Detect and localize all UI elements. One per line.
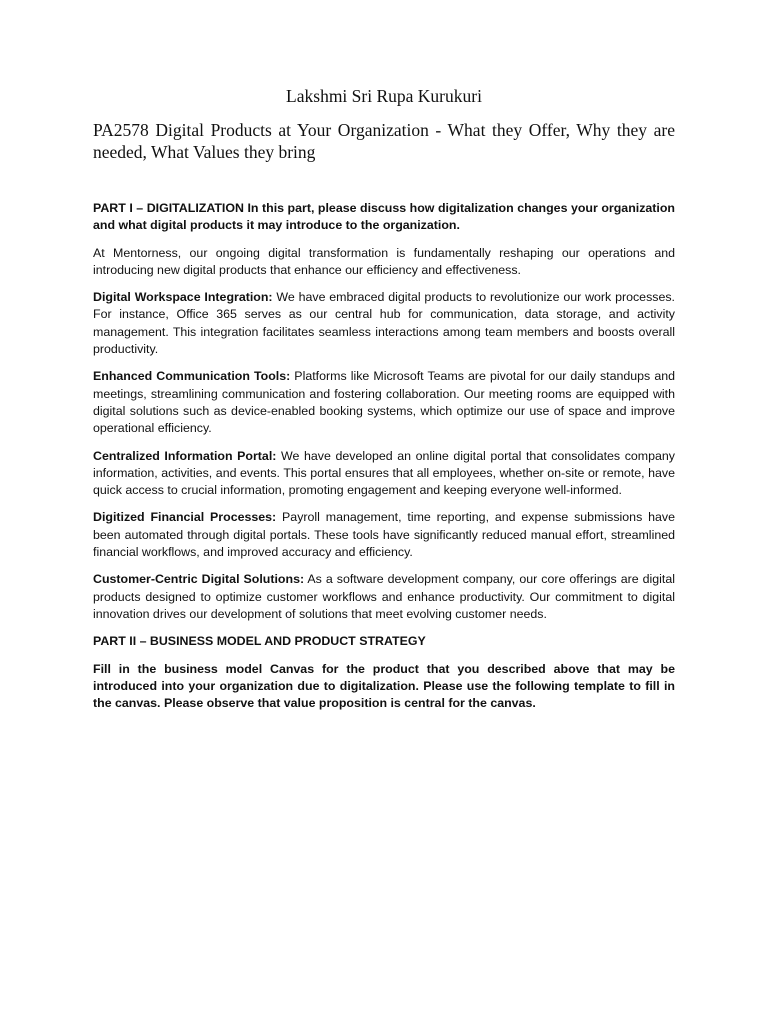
section-customer-solutions bbox=[93, 571, 675, 623]
author-name: Lakshmi Sri Rupa Kurukuri bbox=[286, 86, 482, 106]
part2-heading: PART II – BUSINESS MODEL AND PRODUCT STRATEGY bbox=[93, 634, 426, 649]
section-information-portal bbox=[93, 448, 675, 500]
section-communication-tools bbox=[93, 368, 675, 437]
part2-instruction: Fill in the business model Canvas for the product that you described above that may be introduced into your organization due to digitalization. Please use the following template to fill in the canvas. Please observe that value proposition is central for the canvas. bbox=[93, 661, 675, 711]
section-digital-workspace bbox=[93, 289, 675, 358]
section-financial-processes bbox=[93, 509, 675, 561]
section-text: Payroll management, time reporting, and expense submissions have been automated through digital portals. These tools have significantly reduced manual effort, streamlined financial workflows, and improved accuracy and efficiency. bbox=[93, 510, 675, 560]
section-label: Centralized Information Portal: bbox=[93, 448, 277, 463]
document-body bbox=[93, 200, 675, 722]
part1-heading: PART I – DIGITALIZATION In this part, please discuss how digitalization changes your organization and what digital products it may introduce to the organization. bbox=[93, 201, 675, 233]
section-label: Digitized Financial Processes: bbox=[93, 510, 277, 525]
section-text: Platforms like Microsoft Teams are pivotal for our daily standups and meetings, streamlining communication and fostering collaboration. Our meeting rooms are equipped with digital solutions such as device-enabled booking systems, which optimize our use of space and improve operational efficiency. bbox=[93, 369, 676, 436]
section-text: We have embraced digital products to revolutionize our work processes. For instance, Office 365 serves as our central hub for communication, data storage, and activity management. This integration facilitates seamless interactions among team members and boosts overall productivity. bbox=[93, 290, 675, 357]
section-label: Enhanced Communication Tools: bbox=[93, 369, 291, 384]
section-text: We have developed an online digital portal that consolidates company information, activities, and events. This portal ensures that all employees, whether on-site or remote, have quick access to crucial information, promoting engagement and keeping everyone well-informed. bbox=[93, 448, 675, 498]
part1-intro: At Mentorness, our ongoing digital transformation is fundamentally reshaping our operations and introducing new digital products that enhance our efficiency and effectiveness. bbox=[93, 245, 675, 277]
section-label: Customer-Centric Digital Solutions: bbox=[93, 572, 305, 587]
section-text: As a software development company, our core offerings are digital products designed to optimize customer workflows and enhance productivity. Our commitment to digital innovation drives our development of solutions that meet evolving customer needs. bbox=[93, 572, 675, 621]
section-label: Digital Workspace Integration: bbox=[93, 290, 273, 305]
document-title: PA2578 Digital Products at Your Organization - What they Offer, Why they are needed, What Values they bring bbox=[93, 120, 675, 162]
